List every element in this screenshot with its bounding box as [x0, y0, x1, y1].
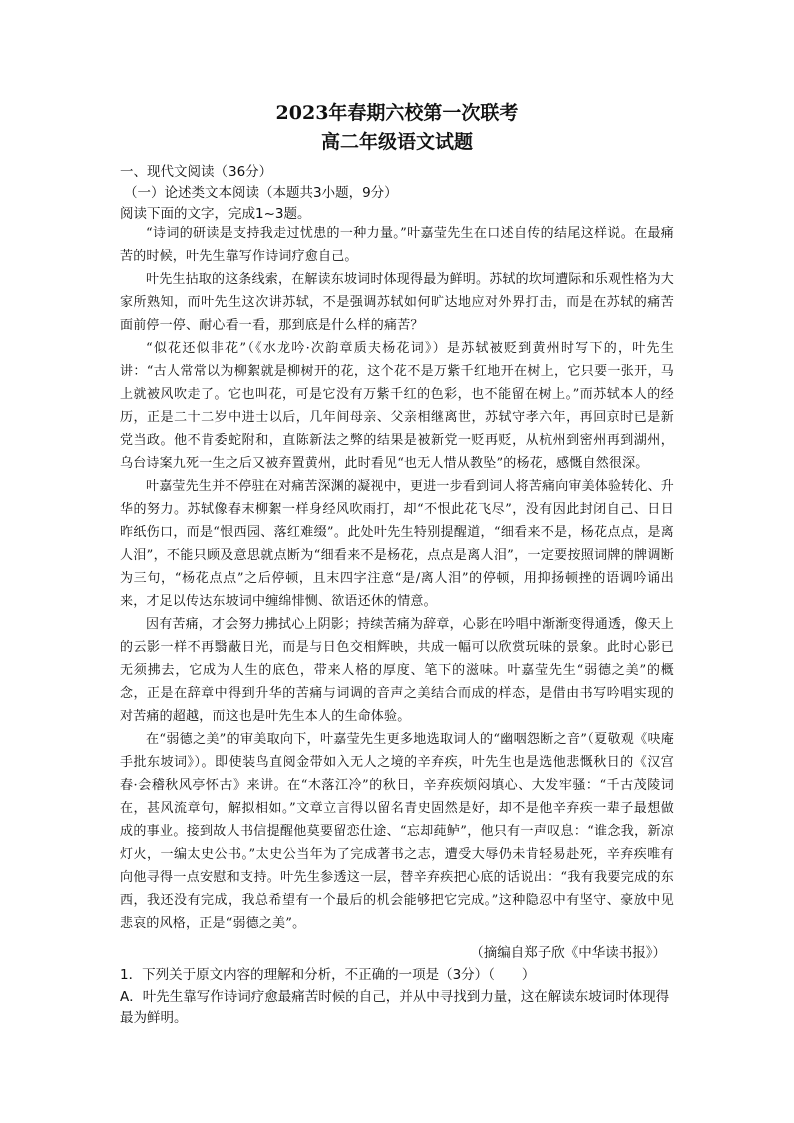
article-paragraph: 因有苦痛，才会努力拂拭心上阴影；持续苦痛为辞章，心影在吟唱中渐渐变得通透，像天上的云影一样不再翳蔽日光，而是与日色交相辉映，共成一幅可以欣赏玩味的景象。此时心影已无须拂去，它成为人生的底色，带来人格的厚度、笔下的滋味。叶嘉莹先生“弱德之美”的概念，正是在辞章中得到升华的苦痛与词调的音声之美结合而成的样态，是借由书写吟唱实现的对苦痛的超越，而这也是叶先生本人的生命体验。 — [120, 617, 675, 724]
exam-title: 2023年春期六校第一次联考 — [275, 102, 519, 124]
question-1-stem: 1．下列关于原文内容的理解和分析，不正确的一项是（3分）（ ） — [120, 967, 536, 983]
section-heading: 一、现代文阅读（36分） — [120, 164, 273, 180]
article-paragraph: “似花还似非花”（《水龙吟·次韵章质夫杨花词》）是苏轼被贬到黄州时写下的，叶先生讲：“古人常常以为柳絮就是柳树开的花，这个花不是万紫千红地开在树上，它只要一张开，马上就被风吹走了。它也叫花，可是它没有万紫千红的色彩，也不能留在树上。”而苏轼本人的经历，正是二十二岁中进士以后，几年间母亲、父亲相继离世，苏轼守孝六年，再回京时已是新党当政。他不肯委蛇附和，直陈新法之弊的结果是被新党一贬再贬，从杭州到密州再到湖州，乌台诗案九死一生之后又被弃置黄州，此时看见“也无人惜从教坠”的杨花，感慨自然很深。 — [120, 341, 674, 471]
article-paragraph: 在“弱德之美”的审美取向下，叶嘉莹先生更多地选取词人的“幽咽怨断之音”（夏敬观《吷庵手批东坡词》）。即使装鸟直阅金带如入无人之境的辛弃疾，叶先生也是选他悲慨秋日的《汉宫春·会稽秋风亭怀古》来讲。在“木落江冷”的秋日，辛弃疾烦闷填心、大发牢骚：“千古茂陵词在，甚风流章句，解拟相如。”文章立言得以留名青史固然是好，却不是他辛弃疾一辈子最想做成的事业。接到故人书信提醒他莫要留恋仕途、“忘却莼鲈”，他只有一声叹息：“谁念我，新凉灯火，一编太史公书。”太史公当年为了完成著书之志，遭受大辱仍未肯轻易赴死，辛弃疾唯有向他寻得一点安慰和支持。叶先生参透这一层，替辛弃疾把心底的话说出：“我有我要完成的东西，我还没有完成，我总希望有一个最后的机会能够把它完成。”这种隐忍中有坚守、豪放中见悲哀的风格，正是“弱德之美”。 — [120, 732, 674, 931]
reading-instruction: 阅读下面的文字，完成1~3题。 — [120, 206, 311, 222]
article-source: （摘编自郑子欣《中华读书报》） — [470, 945, 666, 961]
question-1-option-a: A．叶先生靠写作诗词疗愈最痛苦时候的自己，并从中寻找到力量，这在解读东坡词时体现得最为鲜明。 — [120, 989, 670, 1026]
exam-subtitle: 高二年级语文试题 — [320, 131, 473, 153]
article-paragraph: 叶嘉莹先生并不停驻在对痛苦深渊的凝视中，更进一步看到词人将苦痛向审美体验转化、升华的努力。苏轼像春末柳絮一样身经风吹雨打，却“不恨此花飞尽”，没有因此封闭自己、日日昨纸伤口，而是“恨西园、落红难缀”。此处叶先生特别提醒道，“细看来不是，杨花点点，是离人泪”，不能只顾及意思就点断为“细看来不是杨花，点点是离人泪”，一定要按照词牌的牌调断为三句，“杨花点点”之后停顿，且末四字注意“是/离人泪”的停顿，用抑扬顿挫的语调吟诵出来，才足以传达东坡词中缠绵悱恻、欲语还休的情意。 — [120, 479, 675, 609]
article-paragraph: 叶先生拈取的这条线索，在解读东坡词时体现得最为鲜明。苏轼的坎坷遭际和乐观性格为大家所熟知，而叶先生这次讲苏轼，不是强调苏轼如何旷达地应对外界打击，而是在苏轼的痛苦面前停一停、耐心看一看，那到底是什么样的痛苦？ — [120, 272, 675, 333]
article-paragraph: “诗词的研读是支持我走过忧患的一种力量。”叶嘉莹先生在口述自传的结尾这样说。在最痛苦的时候，叶先生靠写作诗词疗愈自己。 — [120, 226, 674, 264]
article-body — [120, 222, 674, 935]
section-subheading: （一）论述类文本阅读（本题共3小题，9分） — [124, 185, 398, 201]
